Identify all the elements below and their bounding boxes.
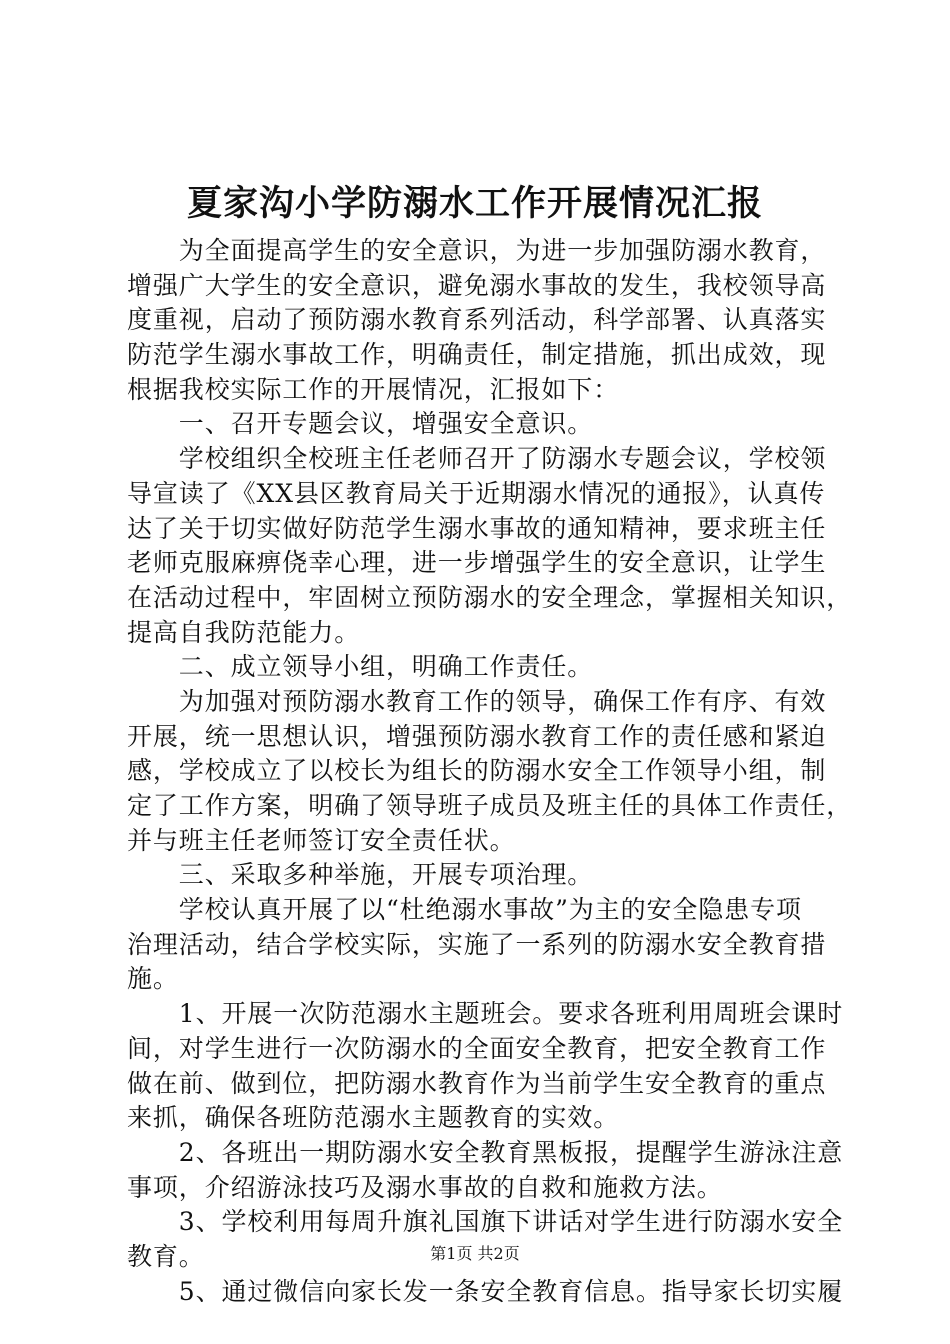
body-line: 学校组织全校班主任老师召开了防溺水专题会议，学校领 — [127, 444, 827, 474]
page-footer: 第1页 共2页 — [430, 1244, 520, 1263]
document-title: 夏家沟小学防溺水工作开展情况汇报 — [186, 183, 763, 224]
body-line: 教育。 — [127, 1241, 205, 1271]
document-body — [127, 234, 853, 1309]
body-line: 达了关于切实做好防范学生溺水事故的通知精神，要求班主任 — [127, 513, 827, 543]
body-line: 学校认真开展了以“杜绝溺水事故”为主的安全隐患专项 — [127, 895, 802, 925]
body-line: 增强广大学生的安全意识，避免溺水事故的发生，我校领导高 — [127, 270, 827, 300]
body-line: 老师克服麻痹侥幸心理，进一步增强学生的安全意识，让学生 — [127, 548, 827, 578]
body-line: 防范学生溺水事故工作，明确责任，制定措施，抓出成效，现 — [127, 340, 827, 370]
body-line: 间，对学生进行一次防溺水的全面安全教育，把安全教育工作 — [127, 1033, 827, 1063]
body-line: 治理活动，结合学校实际，实施了一系列的防溺水安全教育措 — [127, 929, 827, 959]
body-line: 提高自我防范能力。 — [127, 617, 361, 647]
body-line: 根据我校实际工作的开展情况，汇报如下： — [127, 374, 620, 404]
body-line: 导宣读了《XX县区教育局关于近期溺水情况的通报》，认真传 — [127, 478, 826, 508]
body-line: 5、通过微信向家长发一条安全教育信息。指导家长切实履 — [127, 1276, 844, 1306]
body-line: 定了工作方案，明确了领导班子成员及班主任的具体工作责任， — [127, 791, 853, 820]
body-line: 度重视，启动了预防溺水教育系列活动，科学部署、认真落实 — [127, 305, 827, 335]
body-line: 2、各班出一期防溺水安全教育黑板报，提醒学生游泳注意 — [127, 1137, 844, 1167]
body-line: 在活动过程中，牢固树立预防溺水的安全理念，掌握相关知识， — [127, 582, 853, 612]
body-line: 开展，统一思想认识，增强预防溺水教育工作的责任感和紧迫 — [127, 721, 827, 751]
body-line: 为加强对预防溺水教育工作的领导，确保工作有序、有效 — [127, 686, 827, 716]
body-line: 1、开展一次防范溺水主题班会。要求各班利用周班会课时 — [127, 999, 844, 1029]
body-line: 3、学校利用每周升旗礼国旗下讲话对学生进行防溺水安全 — [127, 1207, 844, 1237]
body-line: 三、采取多种举施，开展专项治理。 — [127, 860, 594, 890]
body-line: 为全面提高学生的安全意识，为进一步加强防溺水教育， — [127, 236, 827, 265]
body-line: 来抓，确保各班防范溺水主题教育的实效。 — [127, 1103, 620, 1133]
body-line: 感，学校成立了以校长为组长的防溺水安全工作领导小组，制 — [127, 756, 827, 786]
body-line: 施。 — [127, 964, 179, 994]
body-line: 一、召开专题会议，增强安全意识。 — [127, 409, 594, 439]
body-line: 并与班主任老师签订安全责任状。 — [127, 825, 516, 855]
body-line: 二、成立领导小组，明确工作责任。 — [127, 652, 594, 682]
body-line: 做在前、做到位，把防溺水教育作为当前学生安全教育的重点 — [127, 1068, 827, 1098]
body-line: 事项，介绍游泳技巧及溺水事故的自救和施救方法。 — [127, 1172, 723, 1202]
